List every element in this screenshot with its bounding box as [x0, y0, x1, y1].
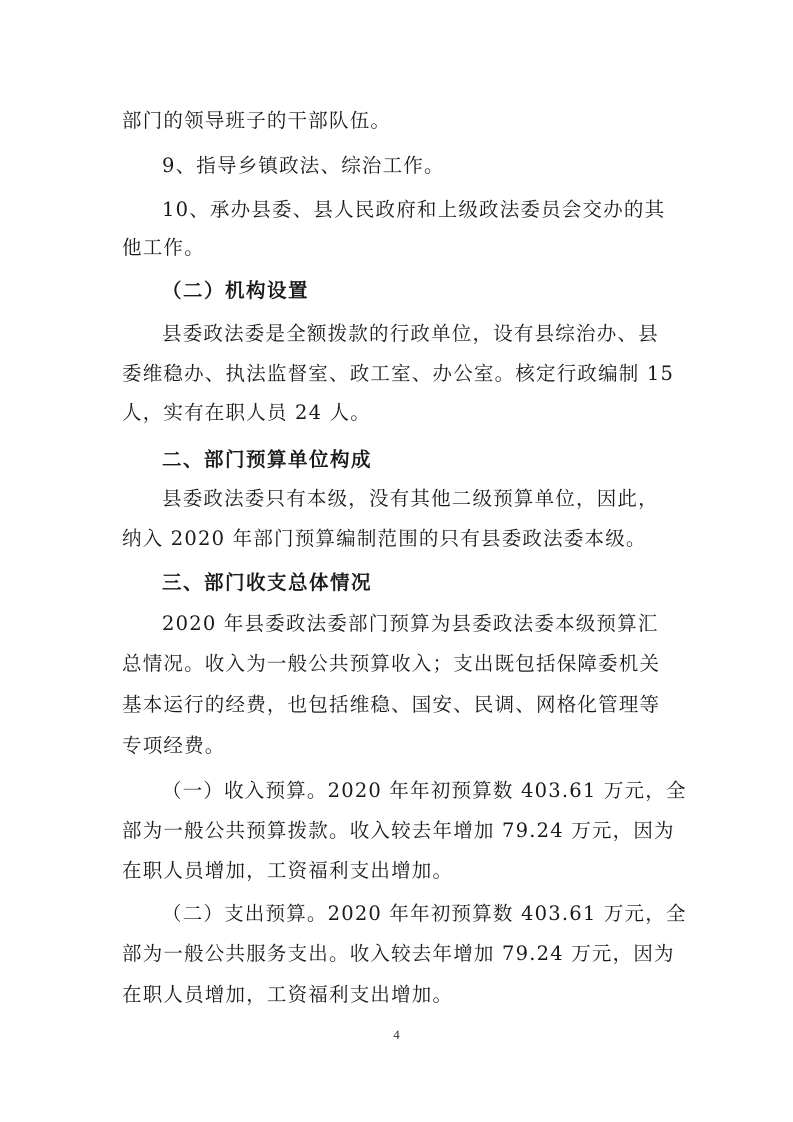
text-line: 部为一般公共预算拨款。收入较去年增加 79.24 万元，因为 [122, 819, 675, 842]
text-line: （二）支出预算。2020 年年初预算数 403.61 万元，全 [162, 902, 687, 925]
text-line: 纳入 2020 年部门预算编制范围的只有县委政法委本级。 [122, 527, 647, 550]
text-line: 委维稳办、执法监督室、政工室、办公室。核定行政编制 15 [122, 362, 675, 385]
text-line: 总情况。收入为一般公共预算收入；支出既包括保障委机关 [122, 652, 661, 675]
text-line: （一）收入预算。2020 年年初预算数 403.61 万元，全 [162, 779, 687, 802]
text-line: 部为一般公共服务支出。收入较去年增加 79.24 万元，因为 [122, 942, 675, 965]
text-line: 专项经费。 [122, 734, 226, 757]
section-heading: 二、部门预算单位构成 [162, 448, 373, 471]
text-line: 基本运行的经费，也包括维稳、国安、民调、网格化管理等 [122, 693, 661, 716]
list-item: 10、承办县委、县人民政府和上级政法委员会交办的其 [162, 198, 666, 221]
text-line: 他工作。 [122, 236, 205, 259]
text-line: 县委政法委是全额拨款的行政单位，设有县综治办、县 [162, 322, 659, 345]
text-line: 在职人员增加，工资福利支出增加。 [122, 983, 454, 1006]
text-line: 人，实有在职人员 24 人。 [122, 401, 372, 424]
text-line: 在职人员增加，工资福利支出增加。 [122, 859, 454, 882]
page-number: 4 [393, 1027, 400, 1042]
list-item: 9、指导乡镇政法、综治工作。 [162, 154, 445, 177]
text-line: 2020 年县委政法委部门预算为县委政法委本级预算汇 [162, 612, 659, 635]
section-heading: 三、部门收支总体情况 [162, 571, 373, 594]
section-heading: （二）机构设置 [162, 279, 310, 302]
text-line: 县委政法委只有本级，没有其他二级预算单位，因此， [162, 487, 659, 510]
text-line: 部门的领导班子的干部队伍。 [122, 109, 392, 132]
